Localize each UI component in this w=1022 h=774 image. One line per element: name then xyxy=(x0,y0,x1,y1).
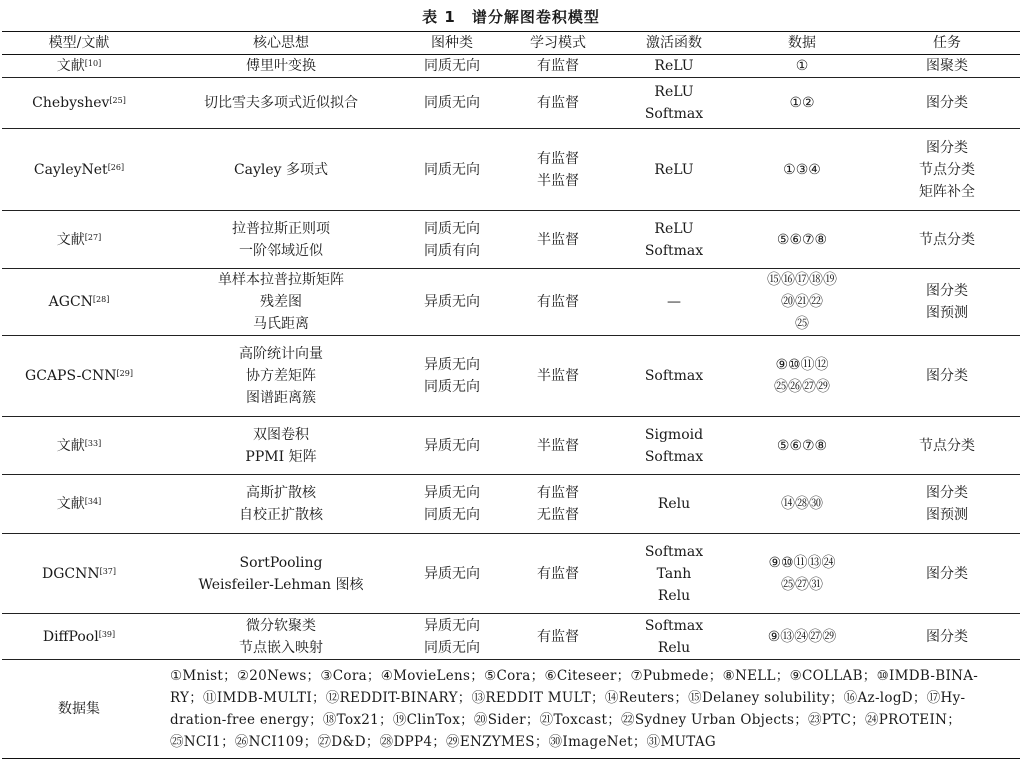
graph-type-cell-line: 同质无向 xyxy=(424,220,480,237)
idea-cell-line: 拉普拉斯正则项 xyxy=(232,220,330,237)
learning-mode-cell xyxy=(498,475,618,534)
table-row xyxy=(2,475,1020,534)
model-cell xyxy=(2,614,156,660)
idea-cell xyxy=(156,55,406,78)
idea-cell-line: 一阶邻域近似 xyxy=(239,242,323,259)
activation-cell xyxy=(618,534,730,614)
model-table xyxy=(2,31,1020,759)
model-ref: [25] xyxy=(109,96,126,105)
learning-mode-cell-line: 半监督 xyxy=(537,437,579,454)
idea-cell-line: SortPooling xyxy=(239,554,323,571)
learning-mode-cell-line: 无监督 xyxy=(537,507,579,523)
idea-cell-line: 节点嵌入映射 xyxy=(239,639,323,656)
model-ref: [34] xyxy=(84,497,102,506)
graph-type-cell-line: 异质无向 xyxy=(424,437,480,454)
model-ref: [28] xyxy=(92,295,110,304)
learning-mode-cell xyxy=(498,534,618,614)
model-cell xyxy=(2,269,156,336)
idea-cell xyxy=(156,475,406,534)
model-cell xyxy=(2,336,156,417)
data-cell-line: ㉕㉗㉛ xyxy=(781,576,823,593)
data-cell xyxy=(730,78,874,129)
activation-cell-line: Relu xyxy=(657,496,691,512)
task-cell-line: 图分类 xyxy=(926,485,968,501)
idea-cell-line: 单样本拉普拉斯矩阵 xyxy=(218,272,344,288)
graph-type-cell-line: 异质无向 xyxy=(424,357,480,373)
table-row xyxy=(2,534,1020,614)
idea-cell xyxy=(156,534,406,614)
graph-type-cell xyxy=(406,78,498,129)
activation-cell-line: Softmax xyxy=(644,368,704,384)
data-cell-line: ㉕㉖㉗㉙ xyxy=(774,379,830,395)
model-ref: [26] xyxy=(107,162,125,172)
data-cell xyxy=(730,417,874,475)
header-idea: 核心思想 xyxy=(156,32,406,55)
learning-mode-cell-line: 有监督 xyxy=(537,58,579,74)
graph-type-cell-line: 同质无向 xyxy=(424,379,480,395)
model-name: 文献 xyxy=(56,58,85,74)
table-row xyxy=(2,78,1020,129)
idea-cell-line: 自校正扩散核 xyxy=(239,507,323,523)
dataset-line: dration-free energy；⑱Tox21；⑲ClinTox；⑳Sider；㉑Toxcast；㉒Sydney Urban Objects；㉓PTC；㉔PROTEIN； xyxy=(170,712,961,728)
task-cell-line: 图分类 xyxy=(926,628,968,645)
task-cell-line: 图分类 xyxy=(926,95,968,111)
task-cell xyxy=(874,129,1020,211)
activation-cell xyxy=(618,129,730,211)
task-cell xyxy=(874,211,1020,269)
idea-cell-line: 协方差矩阵 xyxy=(246,368,316,384)
idea-cell-line: 微分软聚类 xyxy=(246,617,316,634)
graph-type-cell-line: 异质无向 xyxy=(424,565,480,582)
header-graph: 图种类 xyxy=(406,32,498,55)
graph-type-cell-line: 同质有向 xyxy=(424,242,480,259)
data-cell xyxy=(730,336,874,417)
activation-cell-line: Tanh xyxy=(656,565,692,582)
activation-cell xyxy=(618,55,730,78)
graph-type-cell xyxy=(406,211,498,269)
learning-mode-cell xyxy=(498,129,618,211)
learning-mode-cell-line: 有监督 xyxy=(537,485,579,501)
graph-type-cell-line: 异质无向 xyxy=(424,294,480,310)
model-cell xyxy=(2,475,156,534)
activation-cell xyxy=(618,78,730,129)
learning-mode-cell-line: 有监督 xyxy=(537,150,579,167)
graph-type-cell-line: 同质无向 xyxy=(424,58,480,74)
header-task: 任务 xyxy=(874,32,1020,55)
activation-cell-line: ReLU xyxy=(654,58,694,74)
idea-cell-line: 残差图 xyxy=(260,294,302,310)
data-cell xyxy=(730,211,874,269)
model-ref: [39] xyxy=(98,629,116,639)
graph-type-cell-line: 同质无向 xyxy=(424,507,480,523)
table-caption: 表 1 谱分解图卷积模型 xyxy=(422,8,600,26)
idea-cell-line: 傅里叶变换 xyxy=(246,58,316,74)
model-cell xyxy=(2,211,156,269)
learning-mode-cell xyxy=(498,55,618,78)
graph-type-cell xyxy=(406,336,498,417)
model-ref: [10] xyxy=(84,59,102,68)
model-name: DiffPool xyxy=(42,628,99,645)
activation-cell-line: Softmax xyxy=(644,543,704,560)
activation-cell-line: ReLU xyxy=(654,161,694,178)
header-model: 模型/文献 xyxy=(2,32,156,55)
table-row xyxy=(2,614,1020,660)
learning-mode-cell-line: 有监督 xyxy=(537,95,579,111)
table-row xyxy=(2,55,1020,78)
task-cell-line: 节点分类 xyxy=(919,437,975,454)
graph-type-cell xyxy=(406,475,498,534)
idea-cell-line: 高斯扩散核 xyxy=(246,485,316,501)
dataset-list xyxy=(156,660,1020,759)
idea-cell-line: 切比雪夫多项式近似拟合 xyxy=(204,95,358,111)
idea-cell xyxy=(156,336,406,417)
header-data: 数据 xyxy=(730,32,874,55)
data-cell-line: ⑤⑥⑦⑧ xyxy=(776,437,828,454)
data-cell-line: ⑨⑩⑪⑬㉔ xyxy=(768,554,836,571)
task-cell xyxy=(874,78,1020,129)
task-cell-line: 图分类 xyxy=(926,565,968,582)
graph-type-cell xyxy=(406,55,498,78)
task-cell xyxy=(874,614,1020,660)
task-cell-line: 矩阵补全 xyxy=(919,183,975,200)
task-cell xyxy=(874,475,1020,534)
idea-cell xyxy=(156,269,406,336)
graph-type-cell xyxy=(406,269,498,336)
data-cell-line: ⑮⑯⑰⑱⑲ xyxy=(767,272,837,288)
activation-cell-line: ReLU xyxy=(654,84,694,100)
data-cell-line: ① xyxy=(795,58,809,74)
model-cell xyxy=(2,534,156,614)
table-row xyxy=(2,336,1020,417)
activation-cell-line: Softmax xyxy=(644,617,704,634)
task-cell xyxy=(874,534,1020,614)
activation-cell-line: ReLU xyxy=(654,220,694,237)
model-name: DGCNN xyxy=(41,565,100,582)
learning-mode-cell-line: 半监督 xyxy=(537,231,579,248)
task-cell-line: 节点分类 xyxy=(919,231,975,248)
idea-cell xyxy=(156,78,406,129)
data-cell xyxy=(730,475,874,534)
data-cell xyxy=(730,129,874,211)
model-name: CayleyNet xyxy=(33,161,108,178)
graph-type-cell-line: 异质无向 xyxy=(424,617,480,634)
data-cell xyxy=(730,269,874,336)
task-cell-line: 图聚类 xyxy=(926,58,968,74)
task-cell xyxy=(874,269,1020,336)
idea-cell-line: 马氏距离 xyxy=(253,316,309,332)
data-cell-line: ①② xyxy=(789,95,815,111)
model-cell xyxy=(2,78,156,129)
activation-cell xyxy=(618,475,730,534)
table-body xyxy=(2,55,1020,759)
activation-cell-line: Softmax xyxy=(644,448,704,465)
model-name: Chebyshev xyxy=(32,95,110,111)
data-cell-line: ①③④ xyxy=(783,161,821,178)
dataset-line: ①Mnist；②20News；③Cora；④MovieLens；⑤Cora；⑥Citeseer；⑦Pubmede；⑧NELL；⑨COLLAB；⑩IMDB-BINA- xyxy=(170,668,979,684)
activation-cell xyxy=(618,269,730,336)
learning-mode-cell xyxy=(498,78,618,129)
graph-type-cell-line: 异质无向 xyxy=(424,485,480,501)
data-cell-line: ㉕ xyxy=(795,316,809,332)
activation-cell-line: Sigmoid xyxy=(644,426,704,443)
task-cell-line: 图分类 xyxy=(926,139,968,156)
model-cell xyxy=(2,417,156,475)
learning-mode-cell xyxy=(498,614,618,660)
idea-cell xyxy=(156,211,406,269)
activation-cell xyxy=(618,614,730,660)
learning-mode-cell xyxy=(498,269,618,336)
idea-cell-line: 高阶统计向量 xyxy=(239,346,323,362)
idea-cell-line: Weisfeiler-Lehman 图核 xyxy=(198,576,364,593)
idea-cell xyxy=(156,417,406,475)
learning-mode-cell xyxy=(498,336,618,417)
learning-mode-cell-line: 有监督 xyxy=(537,628,579,645)
activation-cell xyxy=(618,211,730,269)
graph-type-cell xyxy=(406,614,498,660)
activation-cell-line: Softmax xyxy=(644,106,704,122)
dataset-line: ㉕NCI1；㉖NCI109；㉗D&D；㉘DPP4；㉙ENZYMES；㉚ImageNet；㉛MUTAG xyxy=(170,734,716,750)
activation-cell-line: Relu xyxy=(657,587,691,604)
task-cell-line: 图分类 xyxy=(926,368,968,384)
data-cell-line: ⑤⑥⑦⑧ xyxy=(776,231,828,248)
idea-cell-line: 图谱距离簇 xyxy=(246,390,316,406)
idea-cell-line: 双图卷积 xyxy=(253,426,309,443)
graph-type-cell-line: 同质无向 xyxy=(424,95,480,111)
model-ref: [27] xyxy=(84,232,102,242)
learning-mode-cell xyxy=(498,417,618,475)
data-cell xyxy=(730,55,874,78)
data-cell xyxy=(730,534,874,614)
graph-type-cell-line: 同质无向 xyxy=(424,639,480,656)
task-cell-line: 节点分类 xyxy=(919,161,975,178)
header-row xyxy=(2,32,1020,55)
model-ref: [29] xyxy=(116,369,133,378)
model-name: 文献 xyxy=(56,437,85,454)
activation-cell-line: — xyxy=(667,294,681,310)
data-cell-line: ⑨⑩⑪⑫ xyxy=(775,357,829,373)
model-name: 文献 xyxy=(56,231,85,248)
dataset-line: RY；⑪IMDB-MULTI；⑫REDDIT-BINARY；⑬REDDIT MULT；⑭Reuters；⑮Delaney solubility；⑯Az-logD；⑰Hy- xyxy=(170,690,966,706)
header-mode: 学习模式 xyxy=(498,32,618,55)
task-cell-line: 图预测 xyxy=(926,507,968,523)
table-row xyxy=(2,417,1020,475)
idea-cell xyxy=(156,129,406,211)
activation-cell xyxy=(618,417,730,475)
model-name: GCAPS-CNN xyxy=(25,368,117,384)
dataset-row xyxy=(2,660,1020,759)
learning-mode-cell xyxy=(498,211,618,269)
activation-cell-line: Softmax xyxy=(644,242,704,259)
data-cell-line: ⑨⑬㉔㉗㉙ xyxy=(767,628,837,645)
idea-cell-line: PPMI 矩阵 xyxy=(245,448,317,465)
task-cell-line: 图分类 xyxy=(926,283,968,299)
table-row xyxy=(2,269,1020,336)
graph-type-cell-line: 同质无向 xyxy=(424,161,480,178)
table-row xyxy=(2,129,1020,211)
task-cell xyxy=(874,417,1020,475)
learning-mode-cell-line: 半监督 xyxy=(537,172,579,189)
model-name: AGCN xyxy=(48,294,93,310)
activation-cell-line: Relu xyxy=(657,639,691,656)
table-row xyxy=(2,211,1020,269)
dataset-label: 数据集 xyxy=(58,701,100,717)
graph-type-cell xyxy=(406,417,498,475)
task-cell xyxy=(874,55,1020,78)
model-ref: [33] xyxy=(84,438,102,448)
graph-type-cell xyxy=(406,534,498,614)
model-name: 文献 xyxy=(56,496,85,512)
learning-mode-cell-line: 有监督 xyxy=(537,294,579,310)
header-activation: 激活函数 xyxy=(618,32,730,55)
idea-cell xyxy=(156,614,406,660)
activation-cell xyxy=(618,336,730,417)
task-cell xyxy=(874,336,1020,417)
learning-mode-cell-line: 有监督 xyxy=(537,565,579,582)
graph-type-cell xyxy=(406,129,498,211)
model-cell xyxy=(2,55,156,78)
data-cell-line: ⑳㉑㉒ xyxy=(781,294,823,310)
data-cell-line: ⑭㉘㉚ xyxy=(781,496,823,512)
data-cell xyxy=(730,614,874,660)
task-cell-line: 图预测 xyxy=(926,305,968,321)
model-cell xyxy=(2,129,156,211)
idea-cell-line: Cayley 多项式 xyxy=(233,161,329,178)
learning-mode-cell-line: 半监督 xyxy=(537,368,579,384)
model-ref: [37] xyxy=(99,566,117,576)
